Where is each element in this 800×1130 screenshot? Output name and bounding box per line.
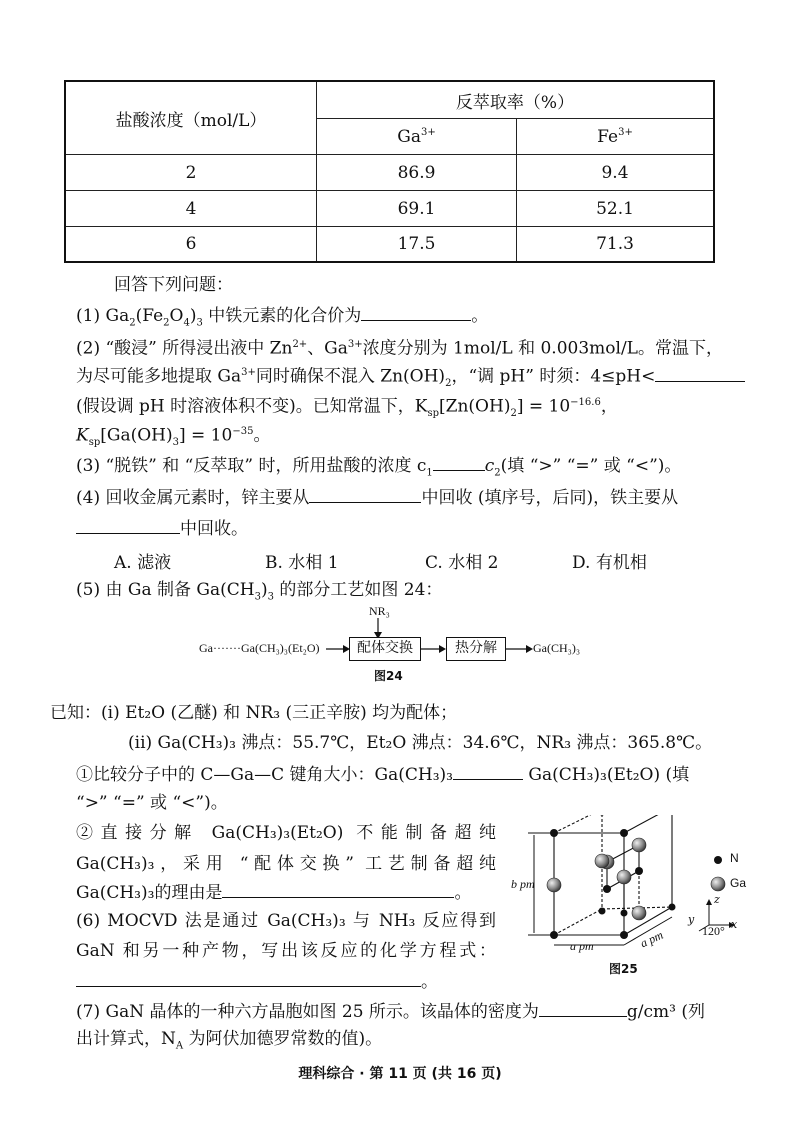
nr3-label: NR₃ xyxy=(369,604,390,618)
question-3: (3) “脱铁” 和 “反萃取” 时，所用盐酸的浓度 $c_1$ $c_2$(填 “>” “=” 或 “<”)。 xyxy=(76,456,682,479)
question-4-line2: 中回收。 xyxy=(76,517,248,540)
answer-blank[interactable] xyxy=(309,486,421,503)
option-a: A. 滤液 xyxy=(114,553,172,573)
b-pm-label: b pm xyxy=(511,877,535,891)
a-pm-label-1: a pm xyxy=(570,939,594,953)
table-cell: 4 xyxy=(66,191,317,227)
flow-end: Ga(CH₃)₃ xyxy=(533,641,581,655)
a-pm-label-2: a pm xyxy=(637,927,666,951)
table-cell: 86.9 xyxy=(317,155,517,191)
table-cell: 9.4 xyxy=(517,155,713,191)
question-4: (4) 回收金属元素时，锌主要从 中回收 (填序号，后同)，铁主要从 xyxy=(76,488,679,508)
table-cell: 17.5 xyxy=(317,227,517,261)
table-header-conc-cell xyxy=(66,82,317,155)
crystal-cell-figure xyxy=(506,815,756,965)
known-1: 已知：(i) Et₂O (乙醚) 和 NR₃ (三正辛胺) 均为配体； xyxy=(50,703,458,723)
fig25-caption: 图25 xyxy=(609,962,638,976)
table-header-rate-cell xyxy=(317,82,713,119)
question-6-l3: 。 xyxy=(76,970,438,993)
sub-question-1: ①比较分子中的 C—Ga—C 键角大小：Ga(CH₃)₃ Ga(CH₃)₃(Et₂O) (填 xyxy=(76,765,690,785)
sub-question-2-l2: Ga(CH₃)₃，采用 “配体交换” 工艺制备超纯 xyxy=(76,854,496,874)
answer-blank[interactable] xyxy=(76,517,180,534)
table-cell: 69.1 xyxy=(317,191,517,227)
answer-blank[interactable] xyxy=(222,881,454,898)
box-ligand-exchange: 配体交换 xyxy=(349,637,421,661)
sub-question-2-l1: ②直接分解 Ga(CH₃)₃(Et₂O) 不能制备超纯 xyxy=(76,823,496,843)
answer-blank[interactable] xyxy=(361,304,471,321)
axis-x-label: x xyxy=(731,918,738,931)
question-7-l1: (7) GaN 晶体的一种六方晶胞如图 25 所示。该晶体的密度为 g/cm³ (列 xyxy=(76,1002,706,1022)
box-pyrolysis: 热分解 xyxy=(446,637,506,661)
table-frame xyxy=(64,80,715,263)
sub-question-1-line2: “>” “=” 或 “<”)。 xyxy=(76,793,228,813)
answer-blank[interactable] xyxy=(539,1000,627,1017)
question-2-line4: $K_{sp}[Ga(OH)_3] = 10^{-35}$。 xyxy=(76,425,271,449)
question-7-l2: 出计算式，$N_A$ 为阿伏加德罗常数的值)。 xyxy=(76,1029,383,1052)
table-header-ga: Ga $^{3+}$ xyxy=(317,119,517,155)
table-header-fe: Fe $^{3+}$ xyxy=(517,119,713,155)
question-2-line1: (2) “酸浸” 所得浸出液中 $Zn^{2+}$、$Ga^{3+}$浓度分别为 1mol/L 和 0.003mol/L。常温下， xyxy=(76,338,723,359)
question-6-l1: (6) MOCVD 法是通过 Ga(CH₃)₃ 与 NH₃ 反应得到 xyxy=(76,911,496,931)
answer-blank[interactable] xyxy=(453,763,523,780)
sub-question-2-l3: Ga(CH₃)₃的理由是 。 xyxy=(76,883,472,903)
table-cell: 52.1 xyxy=(517,191,713,227)
axis-z-label: z xyxy=(714,893,720,906)
conc-header-text: 盐酸浓度（mol/L） xyxy=(115,110,267,131)
option-b: B. 水相 1 xyxy=(265,553,339,573)
question-2-line2: 为尽可能多地提取 $Ga^{3+}$同时确保不混入 $Zn(OH)_2$，“调 pH” 时须：4≤pH< xyxy=(76,362,745,395)
axis-y-label: y xyxy=(688,913,695,926)
table-cell: 6 xyxy=(66,227,317,261)
rate-header-text: 反萃取率（%） xyxy=(455,92,575,113)
question-1: (1) $Ga_2(Fe_2O_4)_3$ 中铁元素的化合价为 。 xyxy=(76,306,489,329)
option-d: D. 有机相 xyxy=(572,553,647,573)
angle-label: 120° xyxy=(702,924,725,938)
legend-n: N xyxy=(730,851,739,865)
question-5: (5) 由 Ga 制备 $Ga(CH_3)_3$ 的部分工艺如图 24： xyxy=(76,580,443,603)
question-6-l2: GaN 和另一种产物，写出该反应的化学方程式： xyxy=(76,941,496,961)
table-cell: 2 xyxy=(66,155,317,191)
legend-ga: Ga xyxy=(730,876,747,890)
option-c: C. 水相 2 xyxy=(425,553,499,573)
table-cell: 71.3 xyxy=(596,234,634,254)
answer-blank[interactable] xyxy=(76,970,421,987)
answer-blank[interactable] xyxy=(655,365,745,382)
answer-blank[interactable] xyxy=(433,454,485,471)
page-footer: 理科综合 · 第 11 页 (共 16 页) xyxy=(298,1066,502,1082)
intro-text: 回答下列问题： xyxy=(114,275,233,295)
flow-start: Ga·······Ga(CH₃)₃(Et₂O) xyxy=(199,641,320,655)
fig24-caption: 图24 xyxy=(374,669,403,683)
known-2: (ii) Ga(CH₃)₃ 沸点：55.7℃，Et₂O 沸点：34.6℃，NR₃ 沸点：365.8℃。 xyxy=(128,733,713,753)
question-2-line3: (假设调 pH 时溶液体积不变)。已知常温下，$K_{sp}[Zn(OH)_2] = 10^{-16.6}$， xyxy=(76,396,618,420)
